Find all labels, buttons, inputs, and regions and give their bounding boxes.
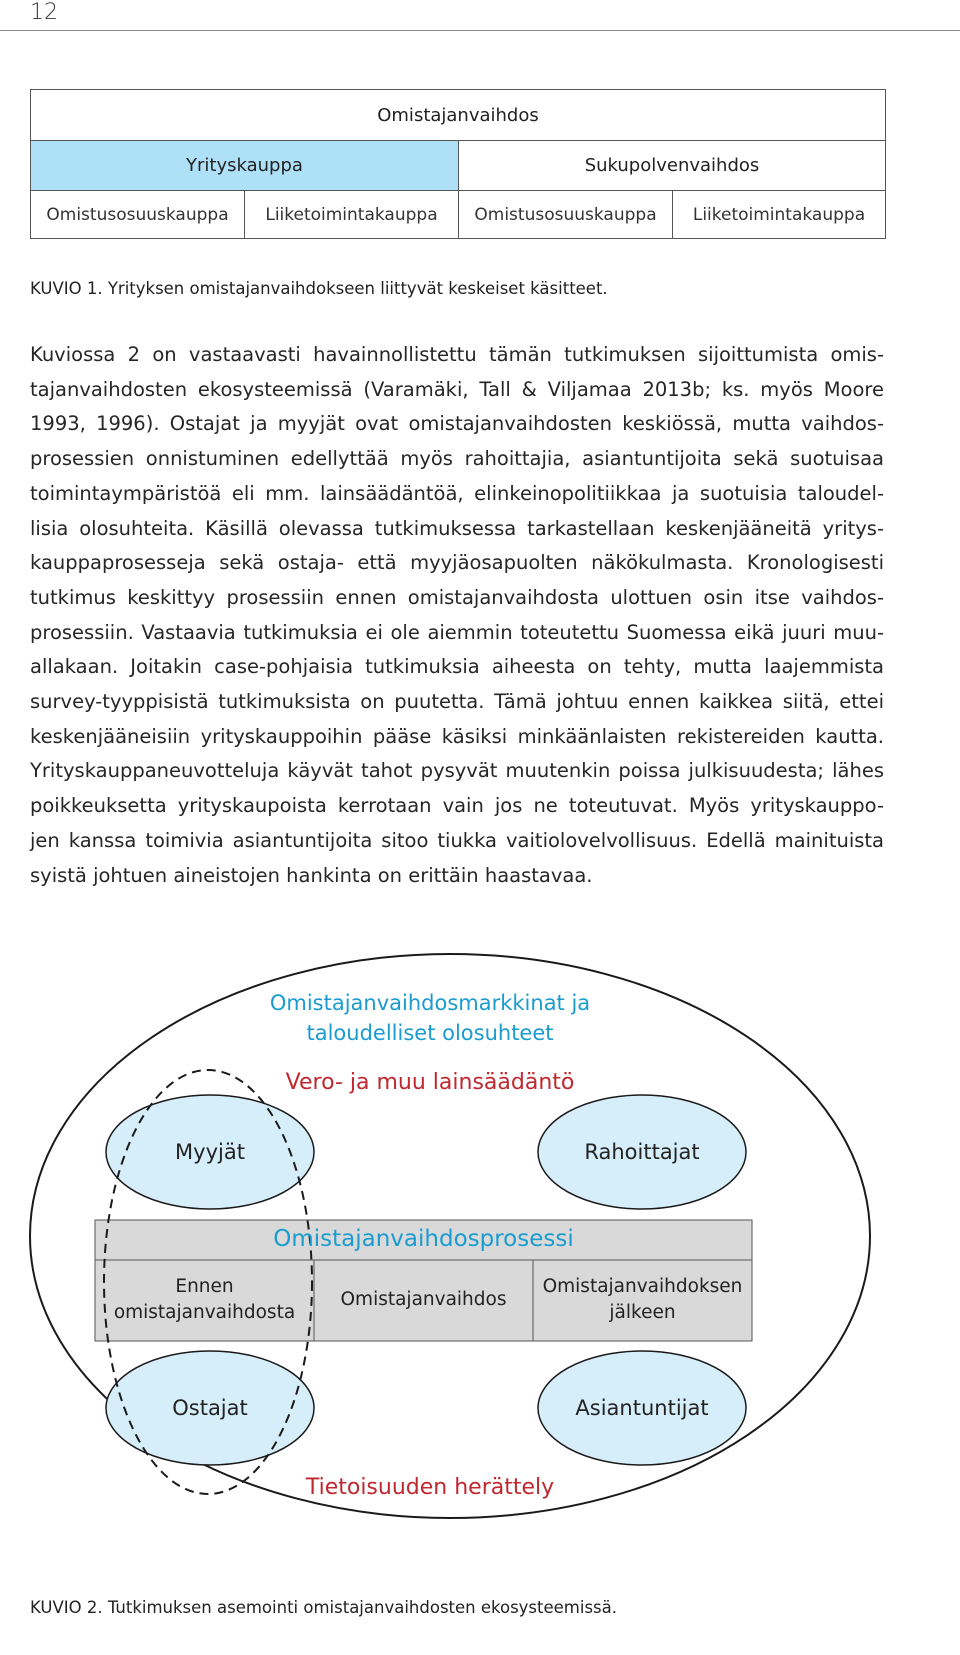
body-line: jen kanssa toimivia asiantuntijoita sitoo tiukka vaitiolovelvollisuus. Edellä mainituista [30, 828, 884, 852]
experts-label: Asiantuntijat [575, 1396, 709, 1420]
awareness-label: Tietoisuuden herättely [305, 1475, 555, 1500]
figure2-ecosystem-diagram [0, 940, 960, 1520]
figure1-title-row [31, 90, 885, 140]
process-before-line: omistajanvaihdosta [113, 1302, 296, 1323]
sellers-label: Myyjät [175, 1140, 245, 1164]
body-line: poikkeuksetta yrityskaupoista kerrotaan vain jos ne toteutuvat. Myös yrityskauppo- [30, 794, 884, 818]
body-line: survey-tyyppisistä tutkimuksista on puutetta. Tämä johtuu ennen kaikkea siitä, ettei [30, 690, 884, 714]
process-after-line: jälkeen [609, 1302, 676, 1323]
body-line: syistä johtuen aineistojen hankinta on erittäin haastavaa. [30, 863, 593, 887]
figure1-title: Omistajanvaihdos [377, 104, 539, 126]
body-line: allakaan. Joitakin case-pohjaisia tutkimuksia aiheesta on tehty, mutta laajemmista [30, 655, 884, 679]
body-line: toimintaympäristöä eli mm. lainsäädäntöä, elinkeinopolitiikkaa ja suotuisia taloudel- [30, 481, 884, 505]
process-before-label [95, 1274, 314, 1326]
buyers-label: Ostajat [172, 1396, 248, 1420]
figure1-category-row [31, 140, 885, 190]
subcategory-cell: Liiketoimintakauppa [245, 191, 459, 239]
figure1-subcategory-row [31, 190, 885, 239]
process-title: Omistajanvaihdosprosessi [273, 1226, 574, 1252]
process-during-label: Omistajanvaihdos [340, 1289, 507, 1310]
figure1-caption: KUVIO 1. Yrityksen omistajanvaihdokseen liittyvät keskeiset käsitteet. [30, 279, 608, 298]
body-paragraph [30, 338, 884, 893]
subcategory-cell: Omistusosuuskauppa [459, 191, 673, 239]
figure1-concept-table [30, 89, 886, 239]
body-line: tajanvaihdosten ekosysteemissä (Varamäki, Tall & Viljamaa 2013b; ks. myös Moore [30, 377, 884, 401]
legislation-label: Vero- ja muu lainsäädäntö [285, 1070, 575, 1095]
market-title-line: Omistajanvaihdosmarkkinat ja [269, 991, 591, 1015]
market-title-line: taloudelliset olosuhteet [306, 1021, 554, 1045]
category-sukupolvenvaihdos: Sukupolvenvaihdos [584, 155, 760, 176]
subcategory-cell: Liiketoimintakauppa [692, 205, 866, 225]
body-line: Yrityskauppaneuvotteluja käyvät tahot pysyvät muutenkin poissa julkisuudesta; lähes [30, 759, 884, 783]
body-line: 1993, 1996). Ostajat ja myyjät ovat omistajanvaihdosten keskiössä, mutta vaihdos- [30, 412, 884, 436]
body-line: tutkimus keskittyy prosessiin ennen omistajanvaihdosta ulottuen osin itse vaihdos- [30, 585, 884, 609]
market-title [220, 988, 640, 1048]
category-yrityskauppa: Yrityskauppa [31, 141, 459, 190]
process-before-line: Ennen [175, 1276, 234, 1297]
page-number: 12 [30, 0, 58, 25]
body-line: prosessien onnistuminen edellyttää myös rahoittajia, asiantuntijoita sekä suotuisaa [30, 447, 884, 471]
process-after-line: Omistajanvaihdoksen [542, 1276, 743, 1297]
header-rule [0, 30, 960, 31]
body-line: Kuviossa 2 on vastaavasti havainnollistettu tämän tutkimuksen sijoittumista omis- [30, 343, 884, 366]
subcategory-cell: Omistusosuuskauppa [31, 191, 245, 239]
body-line: kauppaprosesseja sekä ostaja- että myyjäosapuolten näkökulmasta. Kronologisesti [30, 551, 884, 575]
figure2-caption: KUVIO 2. Tutkimuksen asemointi omistajanvaihdosten ekosysteemissä. [30, 1598, 618, 1617]
body-line: prosessiin. Vastaavia tutkimuksia ei ole aiemmin toteutettu Suomessa eikä juuri muu- [30, 620, 884, 644]
body-line: lisia olosuhteita. Käsillä olevassa tutkimuksessa tarkastellaan keskenjääneitä yritys- [30, 516, 884, 540]
process-after-label [533, 1274, 752, 1326]
financiers-label: Rahoittajat [584, 1140, 700, 1164]
body-line: keskenjääneisiin yrityskauppoihin pääse käsiksi minkäänlaisten rekistereiden kautta. [30, 724, 884, 748]
